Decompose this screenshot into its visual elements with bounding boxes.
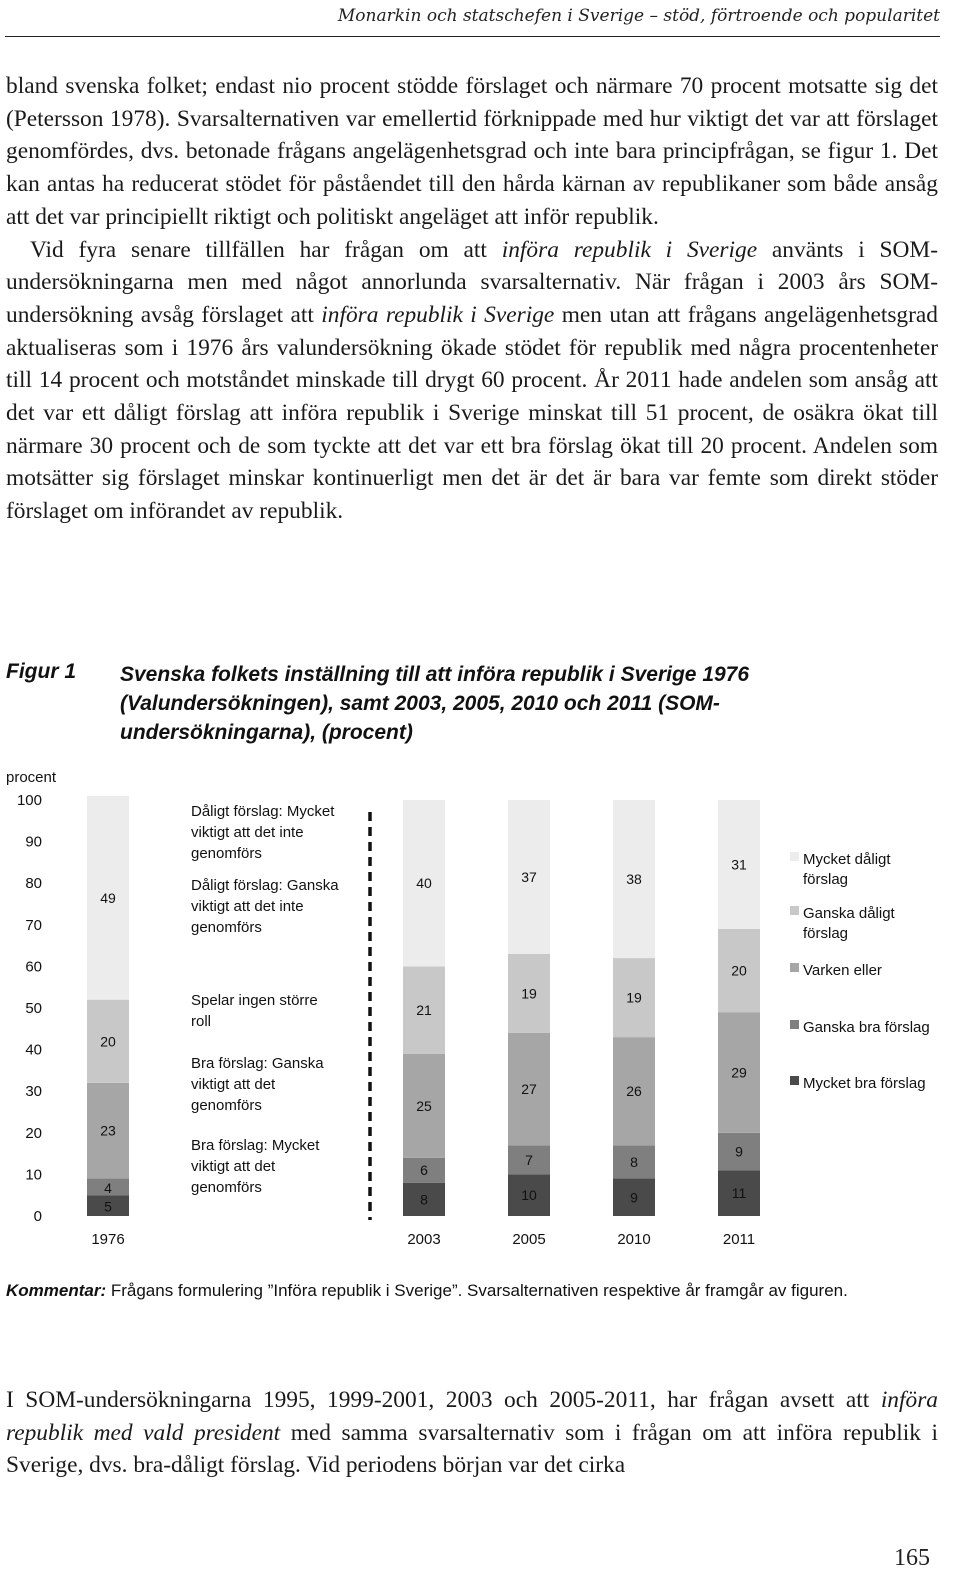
running-header: Monarkin och statschefen i Sverige – stöd, förtroende och popularitet (337, 6, 940, 26)
data-label-2005: 10 (521, 1187, 537, 1204)
y-axis-label: procent (6, 769, 57, 786)
data-label-2010: 26 (626, 1083, 642, 1100)
y-tick-label: 30 (25, 1083, 42, 1101)
data-label-2010: 8 (630, 1153, 638, 1170)
data-label-2011: 11 (731, 1185, 747, 1202)
data-label-1976: 5 (104, 1198, 112, 1215)
y-tick-label: 80 (25, 875, 42, 893)
figure-label: Figur 1 (6, 660, 77, 683)
legend-item: Ganska dåligt förslag (803, 905, 895, 942)
data-label-2010: 19 (626, 989, 642, 1006)
y-tick-label: 100 (16, 792, 42, 809)
paragraph-2-part-a: Vid fyra senare tillfällen har frågan om att (30, 236, 502, 263)
legend-1976-item: Dåligt förslag: Mycket viktigt att det inte genomförs (191, 803, 335, 862)
stacked-bar-chart (0, 760, 960, 1260)
body-text-bottom (6, 1384, 938, 1482)
data-label-2005: 19 (521, 985, 537, 1002)
data-label-2003: 6 (420, 1162, 428, 1179)
paragraph-1: bland svenska folket; endast nio procent stödde förslaget och närmare 70 procent motsatte sig det (Petersson 1978). Svarsalternativen var emellertid förknippade med hur viktigt det var att förslaget genomfördes, dvs. betonade frågans angelägenhetsgrad och inte bara principfrågan, se figur 1. Det kan antas ha reducerat stödet för påståendet till den hårda kärnan av republikaner som både ansåg att det var principiellt riktigt och politiskt angeläget att inför republik. (6, 73, 938, 230)
x-tick-label: 2010 (617, 1231, 651, 1248)
data-label-2003: 40 (416, 875, 432, 892)
legend-swatch (790, 906, 799, 915)
y-tick-label: 0 (33, 1208, 42, 1225)
legend-1976-item: Bra förslag: Mycket viktigt att det genomförs (191, 1137, 320, 1196)
paragraph-3-part-a: I SOM-undersökningarna 1995, 1999-2001, 2003 och 2005-2011, har frågan avsett att (6, 1387, 881, 1413)
legend-1976-item: Spelar ingen större roll (191, 992, 318, 1030)
y-tick-label: 20 (25, 1124, 42, 1142)
legend-1976-item: Bra förslag: Ganska viktigt att det genomförs (191, 1055, 324, 1114)
legend-item: Ganska bra förslag (803, 1019, 930, 1036)
data-label-2003: 25 (416, 1097, 432, 1114)
data-label-2011: 20 (731, 962, 747, 979)
x-tick-label: 2011 (722, 1231, 756, 1248)
data-label-2010: 38 (626, 871, 642, 888)
data-label-2011: 29 (731, 1064, 747, 1081)
legend-1976-item: Dåligt förslag: Ganska viktigt att det inte genomförs (191, 877, 339, 936)
data-label-2011: 31 (731, 856, 747, 873)
x-tick-label: 1976 (91, 1231, 125, 1248)
y-tick-label: 60 (25, 958, 42, 976)
emphasis-republik-2: införa republik i Sverige (321, 301, 555, 328)
legend-swatch (790, 852, 799, 861)
y-tick-label: 50 (25, 1000, 42, 1017)
paragraph-2 (6, 234, 938, 528)
paragraph-3-part-b: med samma svarsalternativ som i frågan om att införa republik i Sverige, dvs. bra-dåligt förslag. Vid periodens början var det cirka (6, 1419, 938, 1479)
data-label-1976: 4 (104, 1179, 112, 1196)
legend-swatch (790, 1076, 799, 1085)
y-tick-label: 40 (25, 1041, 42, 1059)
data-label-1976: 20 (100, 1033, 116, 1050)
x-tick-label: 2003 (407, 1231, 441, 1248)
body-text-top (6, 70, 938, 528)
data-label-1976: 49 (100, 889, 116, 906)
data-label-2005: 37 (521, 868, 537, 885)
legend-item: Mycket bra förslag (803, 1075, 926, 1092)
y-tick-label: 90 (25, 833, 42, 851)
comment-text: Frågans formulering ”Införa republik i Sverige”. Svarsalternativen respektive år framgår av figuren. (106, 1281, 848, 1300)
page-number: 165 (894, 1545, 930, 1571)
legend-item: Varken eller (803, 962, 882, 979)
data-label-2005: 7 (525, 1151, 533, 1168)
data-label-2005: 27 (521, 1081, 537, 1098)
emphasis-republik-1: införa republik i Sverige (501, 236, 758, 263)
y-tick-label: 70 (25, 916, 42, 934)
legend-swatch (790, 963, 799, 972)
data-label-2011: 9 (735, 1143, 743, 1160)
paragraph-3 (6, 1384, 938, 1482)
paragraph-2-part-b: använts i SOM-undersökningarna men med något annorlunda svarsalternativ. När frågan i 2003 års SOM-undersökning avsåg förslaget att (6, 236, 939, 328)
data-label-1976: 23 (100, 1122, 116, 1139)
figure-comment (6, 1278, 932, 1303)
data-label-2003: 21 (416, 1002, 432, 1019)
y-tick-label: 10 (25, 1166, 42, 1184)
paragraph-2-part-c: men utan att frågans angelägenhetsgrad aktualiseras som i 1976 års valundersökning ökade stödet för republik med några procentenheter till 14 procent och motståndet minskade till drygt 60 procent. År 2011 hade andelen som ansåg att det var ett dåligt förslag att införa republik i Sverige minskat till 51 procent, de osäkra ökat till närmare 30 procent och de som tyckte att det var ett bra förslag ökat till 20 procent. Andelen som motsätter sig förslaget minskar kontinuerligt men det är det är bara var femte som direkt stöder förslaget om införandet av republik. (6, 301, 938, 525)
emphasis-vald-president: införa republik med vald president (6, 1387, 938, 1446)
legend-item: Mycket dåligt förslag (803, 851, 891, 888)
figure-title: Svenska folkets inställning till att införa republik i Sverige 1976 (Valundersökningen), samt 2003, 2005, 2010 och 2011 (SOM-undersökningarna), (procent) (120, 663, 750, 744)
data-label-2003: 8 (420, 1191, 428, 1208)
x-tick-label: 2005 (512, 1231, 546, 1248)
comment-label: Kommentar: (6, 1281, 107, 1300)
data-label-2010: 9 (630, 1189, 638, 1206)
legend-swatch (790, 1020, 799, 1029)
header-rule (5, 36, 940, 37)
